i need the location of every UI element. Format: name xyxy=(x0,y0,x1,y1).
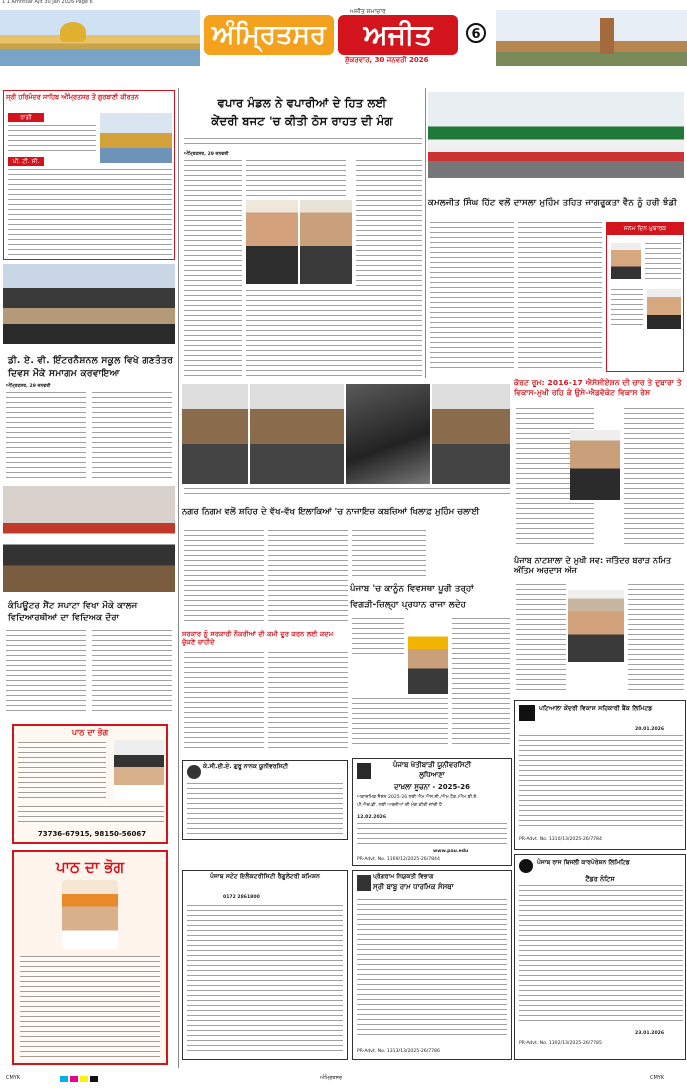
students-visit-photo xyxy=(3,486,175,592)
golden-temple-dome-icon xyxy=(60,22,86,42)
masthead-date: ਸ਼ੁੱਕਰਵਾਰ, 30 ਜਨਵਰੀ 2026 xyxy=(345,56,429,64)
city-name: ਅੰਮ੍ਰਿਤਸਰ xyxy=(211,20,327,50)
psea-logo xyxy=(519,859,533,873)
program-logo xyxy=(357,875,371,891)
awareness-van-photo xyxy=(428,92,684,178)
pau-line-2: ਪੀ.ਐਚ.ਡੀ. ਲਈ ਅਰਜ਼ੀਆਂ ਦੀ ਮੰਗ ਕੀਤੀ ਜਾਂਦੀ ਹੈ xyxy=(357,803,442,808)
jobs-red-headline: ਸਰਕਾਰ ਨੂੰ ਸਰਕਾਰੀ ਨੌਕਰੀਆਂ ਦੀ ਕਮੀ ਦੂਰ ਕਰਨ ਲਈ ਕਦਮ ਚੁੱਕਣੇ ਚਾਹੀਦੇ xyxy=(182,630,334,646)
encroachment-headline: ਨਗਰ ਨਿਗਮ ਵਲੋਂ ਸ਼ਹਿਰ ਦੇ ਵੱਖ-ਵੱਖ ਇਲਾਕਿਆਂ 'ਚ ਨਾਜਾਇਜ਼ ਕਬਜ਼ਿਆਂ ਖਿਲਾਫ਼ ਮੁਹਿੰਮ ਚਲਾਈ xyxy=(182,506,480,516)
golden-temple-photo xyxy=(100,113,172,163)
path-ad-1-phone: 73736-67915, 98150-56067 xyxy=(37,830,147,838)
paper-logo xyxy=(338,15,458,55)
punjab-law-headline: ਪੰਜਾਬ 'ਚ ਕਾਨੂੰਨ ਵਿਵਸਥਾ ਪੂਰੀ ਤਰ੍ਹਾਂ xyxy=(350,584,474,594)
pserc-phone: 0172 2861800 xyxy=(223,895,260,900)
program-person: ਸ੍ਰੀ ਬਾਬੂ ਰਾਮ ਧਾਰਮਿਕ ਸੰਸਥਾ xyxy=(373,883,454,891)
footer-left: CMYK xyxy=(6,1075,21,1081)
footer-right: CMYK xyxy=(650,1075,665,1081)
pau-web: www.pau.edu xyxy=(433,849,469,854)
title-banner xyxy=(200,8,490,65)
tower-icon xyxy=(600,18,614,54)
pau-date: 12.02.2026 xyxy=(357,815,387,820)
top-story-headline-2: ਕੇਂਦਰੀ ਬਜਟ 'ਚ ਕੀਤੀ ਠੋਸ ਰਾਹਤ ਦੀ ਮੰਗ xyxy=(211,114,393,128)
city-logo xyxy=(204,15,334,55)
path-ad-1-title: ਪਾਠ ਦਾ ਭੋਗ xyxy=(71,728,109,737)
program-ad xyxy=(352,870,512,1060)
patiala-bank-date: 20.01.2026 xyxy=(635,727,665,732)
psea-tender: ਟੈਂਡਰ ਨੋਟਿਸ xyxy=(585,875,615,883)
kcea-logo xyxy=(187,765,201,779)
encroachment-photo-2 xyxy=(250,384,344,484)
birthday-banner: ਜਨਮ ਦਿਨ ਮੁਬਾਰਕ xyxy=(607,223,683,235)
college-trip-headline: ਕੰਪਿਊਟਰ ਸੈਂਟ ਸਪਾਟਾ ਵਿਖਾ ਮੌਕੇ ਕਾਲਜ ਵਿਦਿਆਰਥੀਆਂ ਦਾ ਵਿਦਿਅਕ ਦੌਰਾ xyxy=(8,601,138,623)
mandal-leader-1-photo xyxy=(246,200,298,284)
monument-image xyxy=(496,10,687,66)
pau-adv: PR-Advt. No. 1169/12/2025-26/7844 xyxy=(357,857,440,862)
paper-name: ਅਜੀਤ xyxy=(363,18,433,51)
patiala-bank-adv: PR-Advt. No. 1310/13/2025-26/7784 xyxy=(519,837,602,842)
program-adv: PR-Advt. No. 1313/13/2025-26/7786 xyxy=(357,1049,440,1054)
dav-headline: ਡੀ. ਏ. ਵੀ. ਇੰਟਰਨੈਸ਼ਨਲ ਸਕੂਲ ਵਿਖੇ ਗਣਤੰਤਰ ਦਿਵਸ ਮੌਕੇ ਸਮਾਗਮ ਕਰਵਾਇਆ xyxy=(8,355,174,379)
patiala-bank-logo xyxy=(519,705,535,721)
encroachment-photo-1 xyxy=(182,384,248,484)
encroachment-photo-4 xyxy=(432,384,510,484)
kirtan-box xyxy=(3,90,175,260)
elder-portrait-2 xyxy=(62,880,118,950)
patiala-bank-ad xyxy=(514,700,686,850)
top-story-headline-1: ਵਪਾਰ ਮੰਡਲ ਨੇ ਵਪਾਰੀਆਂ ਦੇ ਹਿਤ ਲਈ xyxy=(217,96,387,110)
mandal-leader-2-photo xyxy=(300,200,352,284)
natshala-headline: ਪੰਜਾਬ ਨਾਟਸ਼ਾਲਾ ਦੇ ਮੁਖੀ ਸਵ: ਜਤਿੰਦਰ ਬਰਾੜ ਨਮਿਤ ਅੰਤਿਮ ਅਰਦਾਸ ਅੱਜ xyxy=(514,556,672,575)
advocate-photo xyxy=(570,430,620,500)
psea-adv: PR-Advt. No. 1302/13/2025-26/7785 xyxy=(519,1041,602,1046)
color-bar-yellow xyxy=(80,1076,88,1082)
birthday-child-1-photo xyxy=(611,243,641,279)
awareness-van-headline: ਕਮਲਜੀਤ ਸਿੰਘ ਹਿੱਟ ਵਲੋਂ ਦਾਸਲਾ ਮੁਹਿੰਮ ਤਹਿਤ ਜਾਗਰੂਕਤਾ ਵੈਨ ਨੂੰ ਹਰੀ ਝੰਡੀ xyxy=(428,198,677,208)
punjab-law-headline-2: ਵਿਗੜੀ-ਜ਼ਿਲ੍ਹਾ ਪ੍ਰਧਾਨ ਰਾਜਾ ਲਦੇਹ xyxy=(350,600,467,610)
path-ad-1 xyxy=(12,724,168,844)
footer-bar xyxy=(0,1070,687,1089)
court-headline: ਕੋਰਟ ਰੂਮ: 2016-17 ਐਸੋਸੀਏਸ਼ਨ ਦੀ ਚਾਰ ਤੇ ਦੁਬਾਰਾ ਤੇ ਵਿਕਾਸ-ਮੁਖੀ ਰਹਿ ਕੇ ਉਸੇ-ਐਡਵੋਕੇਟ ਵਿਕਾਸ ਰੇਸ xyxy=(514,378,682,397)
color-bar-magenta xyxy=(70,1076,78,1082)
dav-school-photo xyxy=(3,264,175,344)
elder-portrait xyxy=(114,740,164,800)
ptc-badge: ਪੀ. ਟੀ. ਸੀ. xyxy=(8,157,44,166)
page-number: 6 xyxy=(466,23,486,43)
jatinder-brar-photo xyxy=(568,590,624,662)
top-story-dateline: ਅੰਮ੍ਰਿਤਸਰ, 29 ਜਨਵਰੀ xyxy=(184,152,229,157)
color-bar-cyan xyxy=(60,1076,68,1082)
kirtan-title: ਸ੍ਰੀ ਹਰਿਮੰਦਰ ਸਾਹਿਬ ਅੰਮ੍ਰਿਤਸਰ ਤੋਂ ਗੁਰਬਾਣੀ ਕੀਰਤਨ xyxy=(6,93,139,101)
golden-temple-image xyxy=(0,10,200,66)
pserc-title: ਪੰਜਾਬ ਸਟੇਟ ਇਲੈਕਟਰੀਸਿਟੀ ਰੈਗੂਲੇਟਰੀ ਕਮਿਸ਼ਨ xyxy=(210,873,320,880)
psea-ad xyxy=(514,854,686,1060)
birthday-child-2-photo xyxy=(647,289,681,329)
program-title: ਪ੍ਰੋਗਰਾਮ ਨਿਯੁਕਤੀ ਵਿਭਾਗ xyxy=(373,873,434,880)
kcea-title: ਕੇ.ਸੀ.ਈ.ਏ. ਗੁਰੂ ਨਾਨਕ ਯੂਨੀਵਰਸਿਟੀ xyxy=(203,763,289,770)
pau-ad xyxy=(352,758,512,866)
patiala-bank-title: ਪਟਿਆਲਾ ਕੇਂਦਰੀ ਵਿਕਾਸ ਸਹਿਕਾਰੀ ਬੈਂਕ ਲਿਮਿਟਡ xyxy=(539,705,653,712)
dav-dateline: ਅੰਮ੍ਰਿਤਸਰ, 29 ਜਨਵਰੀ xyxy=(6,384,51,389)
birthday-box xyxy=(606,222,684,372)
kcea-ad xyxy=(182,760,348,840)
footer-center: ਅੰਮ੍ਰਿਤਸਰ xyxy=(320,1075,342,1081)
sub-title: ਅਜੀਤ ਸਮਾਚਾਰ xyxy=(350,8,386,15)
pau-line-1: ਅਕਾਦਮਿਕ ਸੈਸ਼ਨ 2025-26 ਲਈ ਐਮ.ਐਸ.ਸੀ./ਐਮ.ਟੈਕ./ਐਮ.ਬੀ.ਏ. xyxy=(357,795,478,800)
psea-date: 23.01.2026 xyxy=(635,1031,665,1036)
pau-logo xyxy=(357,763,371,779)
pserc-ad xyxy=(182,870,348,1060)
path-ad-2-title: ਪਾਠ ਦਾ ਭੋਗ xyxy=(55,858,125,876)
color-bar-black xyxy=(90,1076,98,1082)
path-ad-2 xyxy=(12,850,168,1065)
psea-title: ਪੰਜਾਬ ਰਾਜ ਬਿਜਲੀ ਕਾਰਪੋਰੇਸ਼ਨ ਲਿਮਿਟਿਡ xyxy=(537,859,630,866)
pau-notice: ਦਾਖ਼ਲਾ ਸੂਚਨਾ - 2025-26 xyxy=(394,783,470,791)
encroachment-photo-3 xyxy=(346,384,430,484)
pau-city: ਲੁਧਿਆਣਾ xyxy=(419,771,445,779)
masthead xyxy=(0,8,687,70)
raag-badge: ਰਾਗੀ xyxy=(8,113,44,122)
pau-title: ਪੰਜਾਬ ਖੇਤੀਬਾੜੀ ਯੂਨੀਵਰਸਿਟੀ xyxy=(392,761,472,769)
district-president-photo xyxy=(408,630,448,694)
scan-info: 1 1 Amritsar Ajit 30 Jan 2026 Page 6 xyxy=(2,0,93,5)
